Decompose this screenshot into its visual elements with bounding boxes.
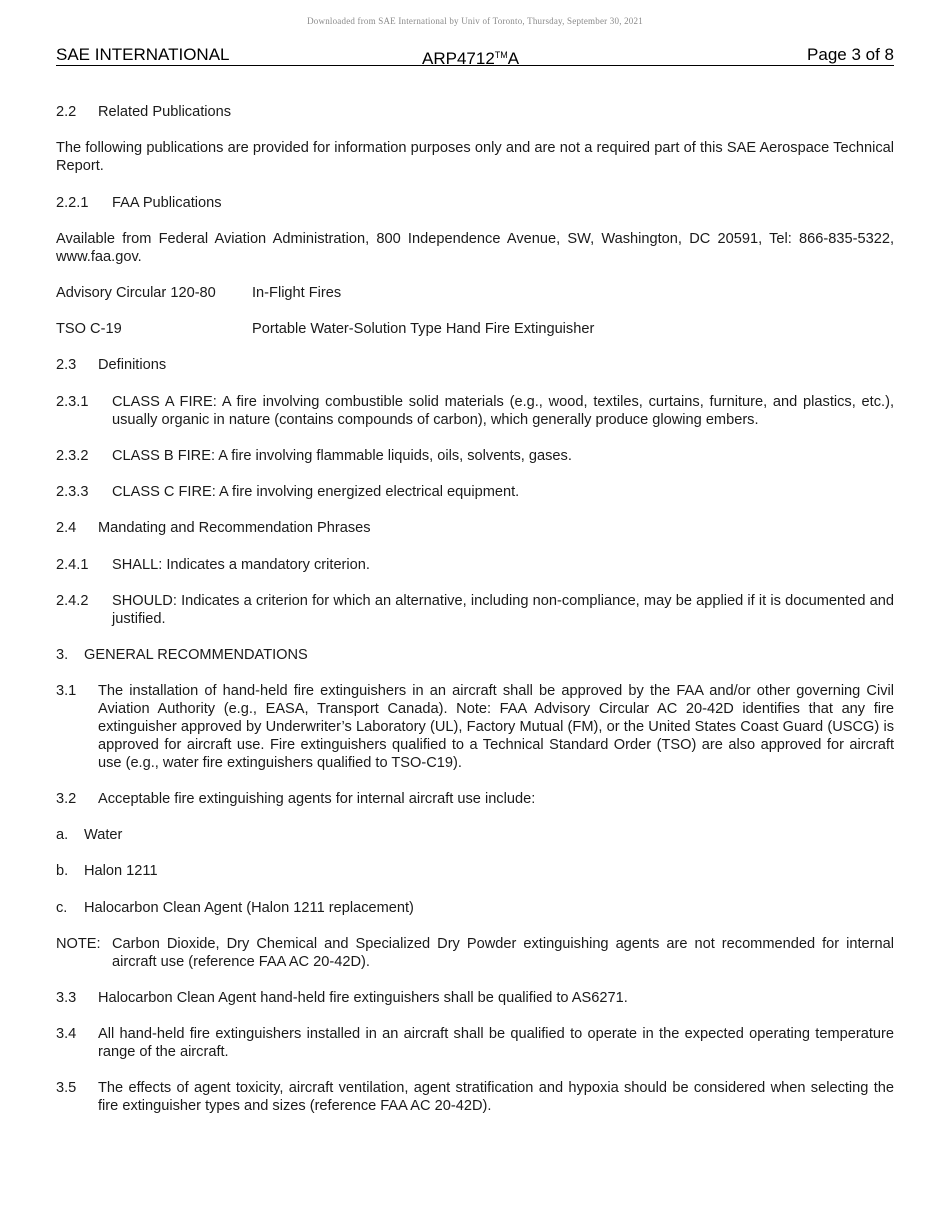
section-number: 2.3.3 <box>56 484 89 500</box>
reference-id: Advisory Circular 120-80 <box>56 285 216 301</box>
list-letter: c. <box>56 900 68 916</box>
download-watermark: Downloaded from SAE International by Univ of Toronto, Thursday, September 30, 2021 <box>307 16 643 26</box>
section-2-2-1-heading <box>56 194 894 212</box>
header-doc-number: ARP4712™A <box>422 49 520 68</box>
section-number: 3.4 <box>56 1026 77 1042</box>
definition-text: CLASS B FIRE: A fire involving flammable liquids, oils, solvents, gases. <box>112 448 572 464</box>
section-title: GENERAL RECOMMENDATIONS <box>84 647 308 663</box>
section-number: 2.3.1 <box>56 394 89 410</box>
reference-title: In-Flight Fires <box>252 285 342 301</box>
section-number: 2.4.2 <box>56 593 89 609</box>
section-number: 2.4 <box>56 520 77 536</box>
definition-class-b <box>56 447 894 465</box>
section-number: 2.3 <box>56 357 77 373</box>
section-title: FAA Publications <box>112 195 222 211</box>
recommendation-3-4 <box>56 1025 894 1061</box>
phrase-text: SHOULD: Indicates a criterion for which an alternative, including non-compliance, may be applied if it is documented and justified. <box>112 593 894 627</box>
page-header <box>56 45 894 66</box>
section-3-heading <box>56 646 894 664</box>
recommendation-text: All hand-held fire extinguishers installed in an aircraft shall be qualified to operate in the expected operating temperature range of the aircraft. <box>98 1026 894 1060</box>
recommendation-text: Halocarbon Clean Agent hand-held fire extinguishers shall be qualified to AS6271. <box>98 990 628 1006</box>
section-number: 3.1 <box>56 683 77 699</box>
section-2-3-heading <box>56 356 894 374</box>
header-org: SAE INTERNATIONAL <box>56 45 230 64</box>
list-item <box>56 826 894 844</box>
reference-id: TSO C-19 <box>56 321 122 337</box>
section-number: 3.2 <box>56 791 77 807</box>
faa-availability: Available from Federal Aviation Administration, 800 Independence Avenue, SW, Washington, DC 20591, Tel: 866-835-5322, www.faa.gov. <box>56 231 894 265</box>
section-number: 2.3.2 <box>56 448 89 464</box>
section-title: Definitions <box>98 357 167 373</box>
list-item <box>56 862 894 880</box>
reference-title: Portable Water-Solution Type Hand Fire Extinguisher <box>252 321 595 337</box>
recommendation-3-5 <box>56 1079 894 1115</box>
list-item <box>56 899 894 917</box>
list-letter: b. <box>56 863 69 879</box>
phrase-text: SHALL: Indicates a mandatory criterion. <box>112 557 370 573</box>
section-number: 3.3 <box>56 990 77 1006</box>
section-number: 3. <box>56 647 69 663</box>
note-text: Carbon Dioxide, Dry Chemical and Specialized Dry Powder extinguishing agents are not recommended for internal aircraft use (reference FAA AC 20-42D). <box>112 936 894 970</box>
section-number: 2.2 <box>56 104 77 120</box>
phrase-shall <box>56 556 894 574</box>
section-title: Related Publications <box>98 104 232 120</box>
list-text: Water <box>84 827 123 843</box>
section-2-4-heading <box>56 519 894 537</box>
section-title: Mandating and Recommendation Phrases <box>98 520 371 536</box>
recommendation-text: The effects of agent toxicity, aircraft ventilation, agent stratification and hypoxia should be considered when selecting the fire extinguisher types and sizes (reference FAA AC 20-42D). <box>98 1080 894 1114</box>
recommendation-3-3 <box>56 989 894 1007</box>
section-number: 3.5 <box>56 1080 77 1096</box>
definition-text: CLASS C FIRE: A fire involving energized electrical equipment. <box>112 484 520 500</box>
definition-text: CLASS A FIRE: A fire involving combustible solid materials (e.g., wood, textiles, curtains, furniture, and plastics, etc.), usually organic in nature (contains compounds of carbon), which generally produce glowing embers. <box>112 394 894 428</box>
note <box>56 935 894 971</box>
reference-entry <box>56 320 894 338</box>
list-letter: a. <box>56 827 69 843</box>
definition-class-a <box>56 393 894 429</box>
recommendation-3-1 <box>56 682 894 772</box>
recommendation-text: Acceptable fire extinguishing agents for internal aircraft use include: <box>98 791 536 807</box>
related-publications-intro: The following publications are provided for information purposes only and are not a required part of this SAE Aerospace Technical Report. <box>56 140 894 174</box>
section-number: 2.4.1 <box>56 557 89 573</box>
section-2-2-heading <box>56 103 894 121</box>
recommendation-3-2 <box>56 790 894 808</box>
header-page-number: Page 3 of 8 <box>807 45 894 64</box>
note-label: NOTE: <box>56 936 101 952</box>
section-number: 2.2.1 <box>56 195 89 211</box>
reference-entry <box>56 284 894 302</box>
phrase-should <box>56 592 894 628</box>
recommendation-text: The installation of hand-held fire extinguishers in an aircraft shall be approved by the FAA and/or other governing Civil Aviation Authority (e.g., EASA, Transport Canada). Note: FAA Advisory Circular AC 20-42D identifies that any fire extinguisher approved by Underwriter’s Laboratory (UL), Factory Mutual (FM), or the United States Coast Guard (USCG) is approved for aircraft use. Fire extinguishers qualified to a Technical Standard Order (TSO) are also approved for aircraft use (e.g., water fire extinguishers qualified to TSO-C19). <box>98 683 894 771</box>
list-text: Halocarbon Clean Agent (Halon 1211 replacement) <box>84 900 414 916</box>
definition-class-c <box>56 483 894 501</box>
list-text: Halon 1211 <box>84 863 158 879</box>
